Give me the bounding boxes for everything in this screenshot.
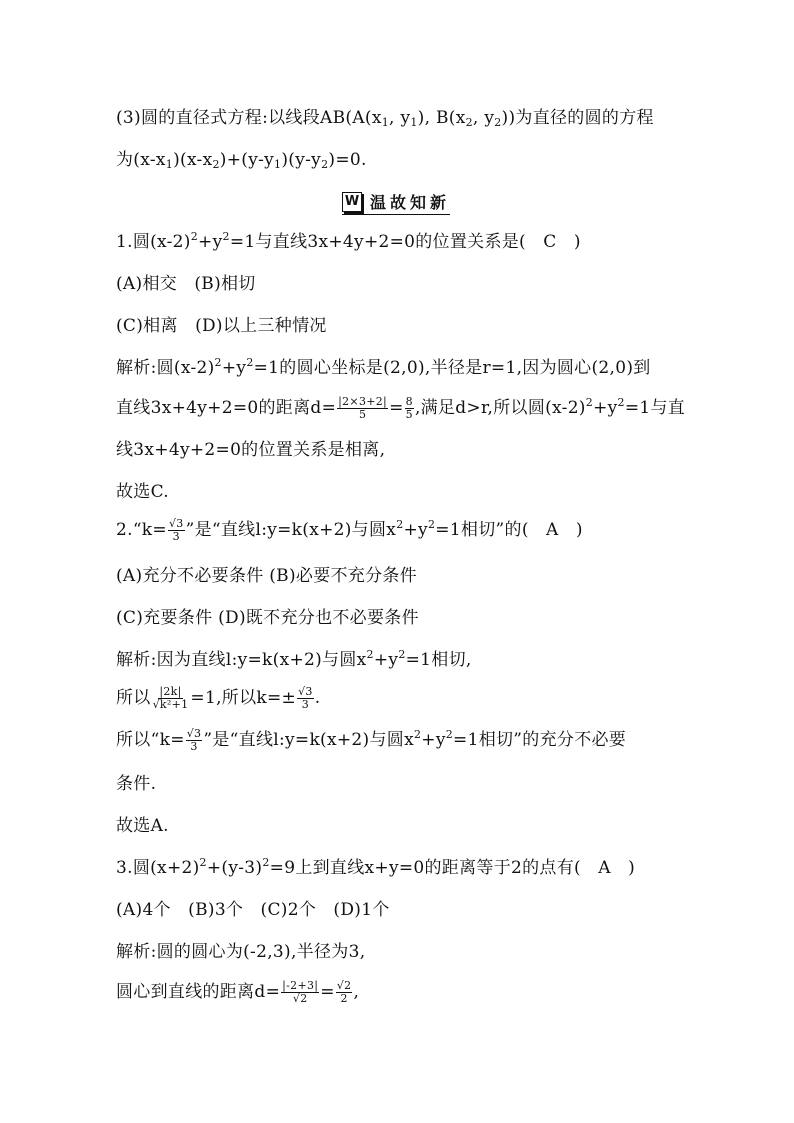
question-1-options-a-b: (A)相交 (B)相切 — [116, 274, 256, 294]
text-line: 为$(x-x_1)(x-x_2)+(y-y_1)(y-y_2)=0$. — [116, 150, 367, 171]
question-2-solution-line: 所以“k= $\frac{√3}{3}$ ”是“直线l:y=k(x+2)与圆$x^2+y^2=1$相切”的充分不必要 — [116, 727, 627, 753]
fraction: $\frac{8}{5}$ — [405, 395, 413, 421]
question-1-solution-line: 直线3x+4y+2=0的距离d= $\frac{|2\times 3+2|}{5}$ = $\frac{8}{5}$ ,满足d>r,所以圆$(x-2)^2+y^2=1$与直 — [116, 395, 686, 421]
question-1-solution-line: 解析:圆$(x-2)^2+y^2=1$的圆心坐标是(2,0),半径是r=1,因为圆心(2,0)到 — [116, 356, 651, 378]
fraction: $\frac{|2k|}{\text{√k²+1}}$ — [152, 685, 189, 711]
question-2-solution-line: 解析:因为直线l:y=k(x+2)与圆$x^2+y^2=1$相切, — [116, 648, 472, 670]
question-2-options-a-b: (A)充分不必要条件 (B)必要不充分条件 — [116, 566, 418, 586]
question-1-options-c-d: (C)相离 (D)以上三种情况 — [116, 316, 327, 336]
question-1-answer: 故选C. — [116, 482, 170, 502]
fraction: $\frac{√3}{3}$ — [186, 727, 202, 753]
section-heading — [342, 190, 450, 215]
question-3-solution-line: 解析:圆的圆心为(-2,3),半径为3, — [116, 942, 366, 962]
question-2-options-c-d: (C)充要条件 (D)既不充分也不必要条件 — [116, 608, 419, 628]
question-1-stem: 1.圆$(x-2)^2+y^2=1$与直线3x+4y+2=0的位置关系是( C ) — [116, 230, 581, 252]
text-line: (3)圆的直径式方程:以线段$AB(A(x_1$, $y_1$), $B(x_2$, $y_2$))为直径的圆的方程 — [116, 108, 654, 129]
w-logo-icon: W — [342, 192, 362, 212]
question-3-options: (A)4个 (B)3个 (C)2个 (D)1个 — [116, 900, 390, 920]
fraction: $\frac{√3}{3}$ — [298, 685, 313, 711]
fraction: $\frac{|-2+3|}{√2}$ — [282, 979, 319, 1005]
question-2-solution-line: 条件. — [116, 774, 157, 794]
fraction: $\frac{|2\times 3+2|}{5}$ — [338, 395, 388, 421]
question-3-stem: 3.圆$(x+2)^2+(y-3)^2=9$上到直线x+y=0的距离等于2的点有( A ) — [116, 856, 636, 878]
question-1-solution-line: 线3x+4y+2=0的位置关系是相离, — [116, 440, 386, 460]
question-2-answer: 故选A. — [116, 816, 169, 836]
section-title: 温故知新 — [370, 193, 451, 212]
fraction: $\frac{√3}{3}$ — [168, 517, 184, 543]
question-2-solution-line: 所以 $\frac{|2k|}{\text{√k²+1}}$ =1,所以k=± $\frac{√3}{3}$ . — [116, 685, 321, 711]
fraction: $\frac{√2}{2}$ — [336, 979, 352, 1005]
question-2-stem: 2.“k= $\frac{√3}{3}$ ”是“直线l:y=k(x+2)与圆$x^2+y^2=1$相切”的( A ) — [116, 517, 583, 543]
question-3-solution-line: 圆心到直线的距离d= $\frac{|-2+3|}{√2}$ = $\frac{√2}{2}$ , — [116, 979, 360, 1005]
